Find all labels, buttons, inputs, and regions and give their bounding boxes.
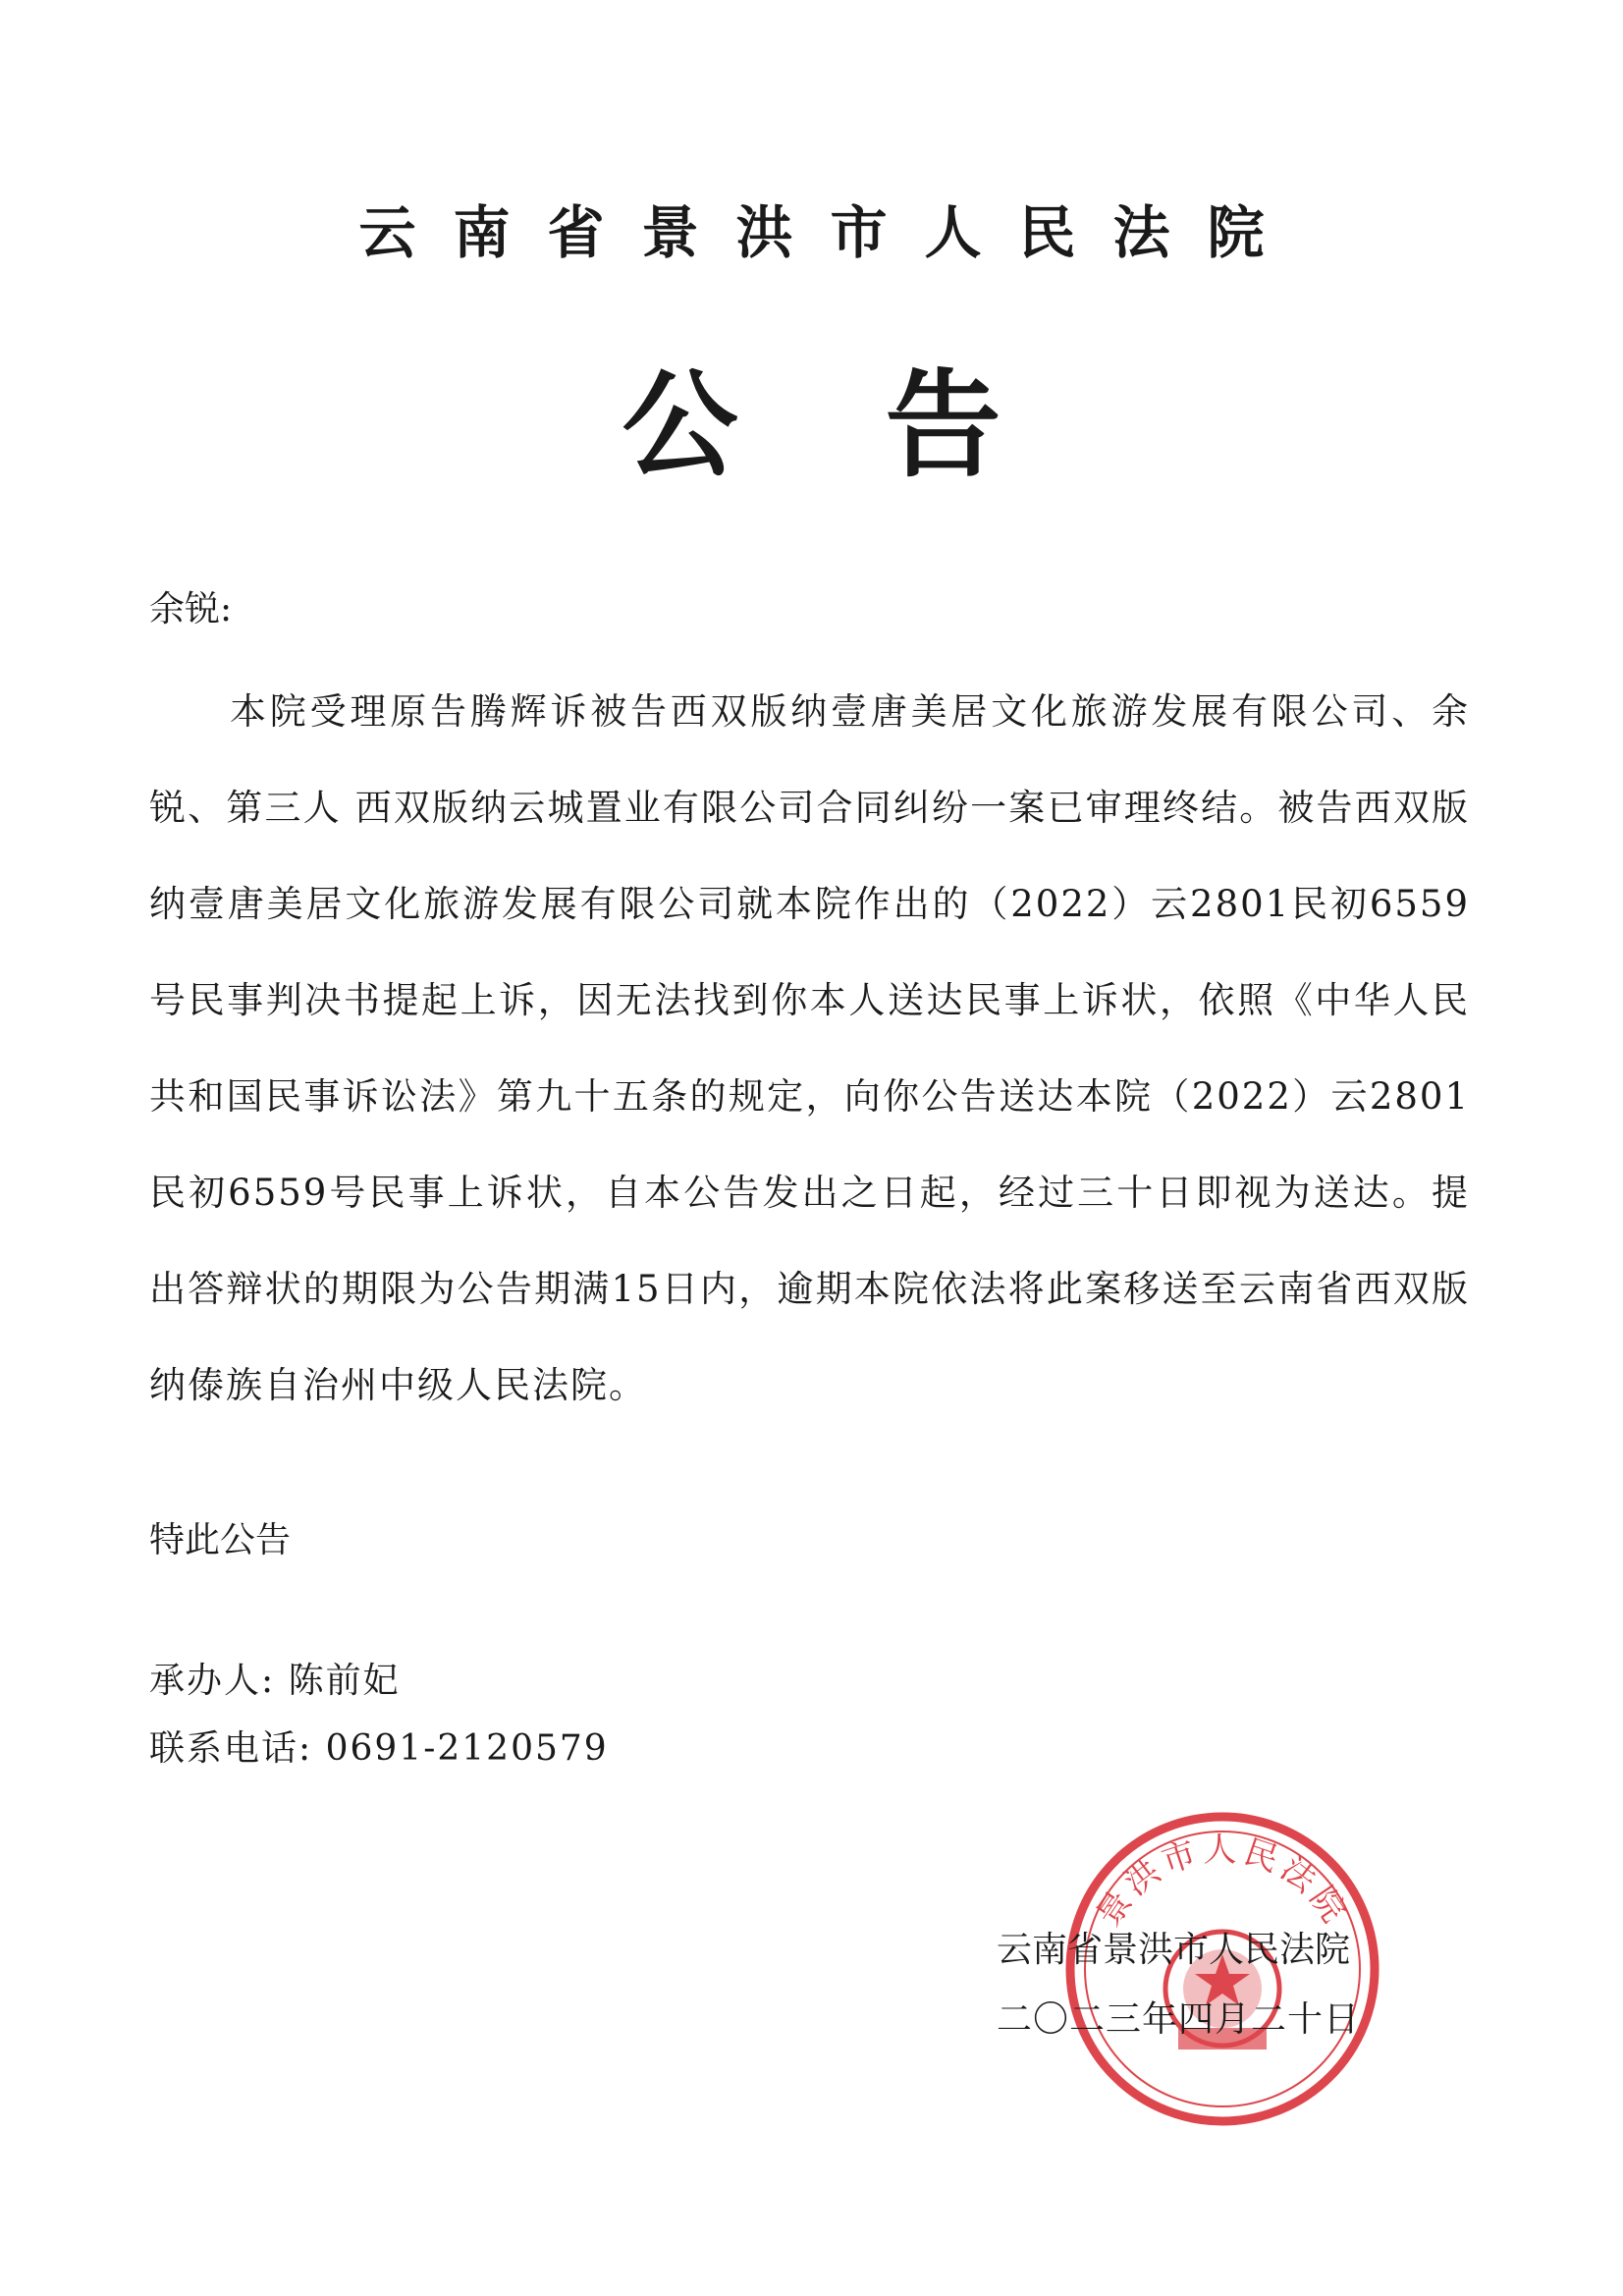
closing-phrase: 特此公告 bbox=[149, 1520, 292, 1560]
contact-phone: 联系电话: 0691-2120579 bbox=[149, 1728, 609, 1769]
addressee: 余锐: bbox=[149, 589, 233, 629]
seal-text: 景洪市人民法院 bbox=[1089, 1831, 1356, 1934]
case-handler: 承办人: 陈前妃 bbox=[149, 1661, 401, 1701]
court-name: 云南省景洪市人民法院 bbox=[358, 199, 1302, 266]
notice-body: 本院受理原告腾辉诉被告西双版纳壹唐美居文化旅游发展有限公司、余锐、第三人 西双版纳云城置业有限公司合同纠纷一案已审理终结。被告西双版纳壹唐美居文化旅游发展有限公司就本院作出的（2022）云2801民初6559号民事判决书提起上诉，因无法找到你本人送达民事上诉状，依照《中华人民共和国民事诉讼法》第九十五条的规定，向你公告送达本院（2022）云2801民初6559号民事上诉状，自本公告发出之日起，经过三十日即视为送达。提出答辩状的期限为公告期满15日内，逾期本院依法将此案移送至云南省西双版纳傣族自治州中级人民法院。 bbox=[149, 690, 1470, 1406]
issue-date: 二〇二三年四月二十日 bbox=[997, 1999, 1361, 2040]
issuing-court: 云南省景洪市人民法院 bbox=[997, 1930, 1351, 1970]
document-title: 公告 bbox=[622, 356, 1149, 493]
